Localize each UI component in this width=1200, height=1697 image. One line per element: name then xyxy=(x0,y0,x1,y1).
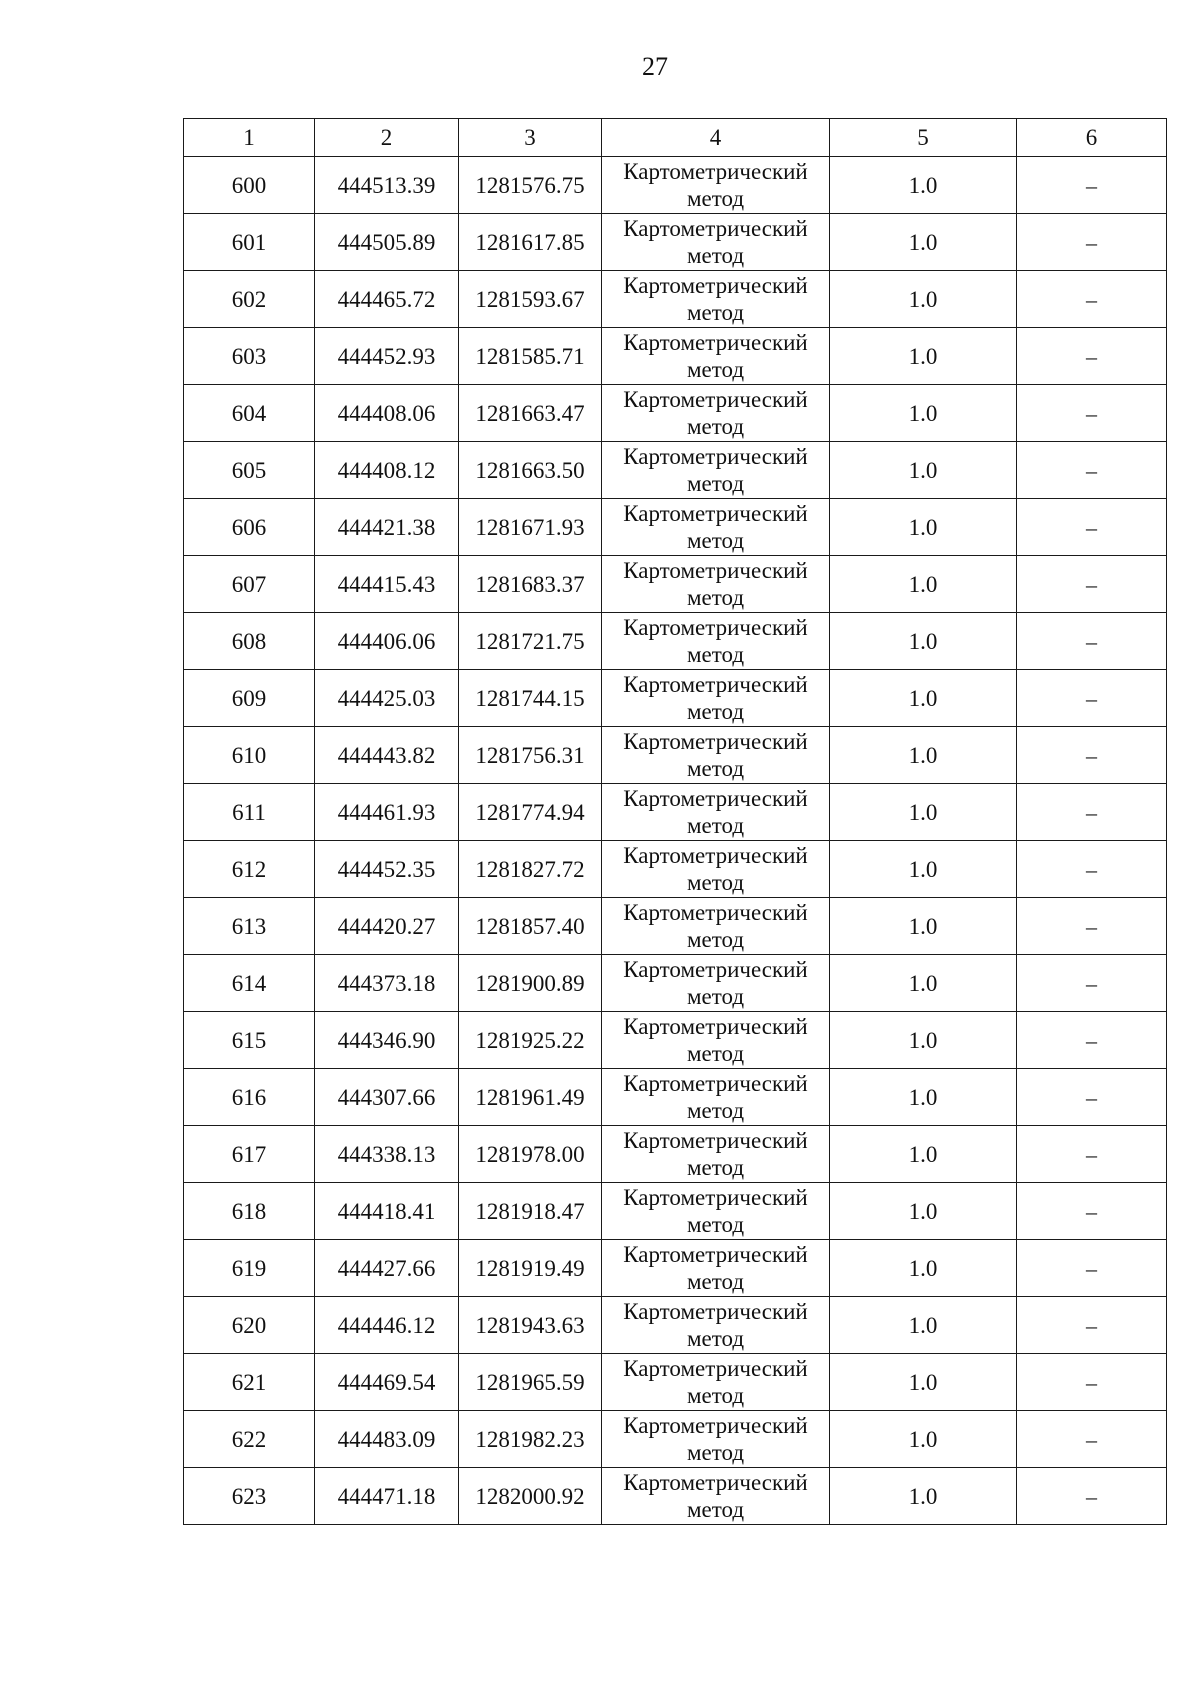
method-line-1: Картометрический xyxy=(623,1413,808,1438)
method-cell xyxy=(602,841,830,898)
point-number-cell: 623 xyxy=(184,1468,315,1525)
method-cell xyxy=(602,328,830,385)
method-line-2: метод xyxy=(686,300,745,325)
y-coordinate-cell: 1281663.50 xyxy=(459,442,602,499)
note-cell: – xyxy=(1017,442,1167,499)
method-line-1: Картометрический xyxy=(623,558,808,583)
note-cell: – xyxy=(1017,1354,1167,1411)
note-cell: – xyxy=(1017,157,1167,214)
x-coordinate-cell: 444469.54 xyxy=(315,1354,459,1411)
accuracy-cell: 1.0 xyxy=(830,385,1017,442)
method-cell xyxy=(602,1183,830,1240)
accuracy-cell: 1.0 xyxy=(830,1069,1017,1126)
table-row xyxy=(184,328,1167,385)
method-line-1: Картометрический xyxy=(623,843,808,868)
accuracy-cell: 1.0 xyxy=(830,157,1017,214)
point-number-cell: 616 xyxy=(184,1069,315,1126)
method-cell xyxy=(602,385,830,442)
x-coordinate-cell: 444418.41 xyxy=(315,1183,459,1240)
x-coordinate-cell: 444471.18 xyxy=(315,1468,459,1525)
table-header-row xyxy=(184,119,1167,157)
accuracy-cell: 1.0 xyxy=(830,271,1017,328)
point-number-cell: 603 xyxy=(184,328,315,385)
point-number-cell: 618 xyxy=(184,1183,315,1240)
table-row xyxy=(184,1126,1167,1183)
point-number-cell: 610 xyxy=(184,727,315,784)
x-coordinate-cell: 444346.90 xyxy=(315,1012,459,1069)
note-cell: – xyxy=(1017,1468,1167,1525)
note-cell: – xyxy=(1017,1411,1167,1468)
column-header: 1 xyxy=(184,119,315,157)
y-coordinate-cell: 1281585.71 xyxy=(459,328,602,385)
method-line-1: Картометрический xyxy=(623,957,808,982)
y-coordinate-cell: 1281982.23 xyxy=(459,1411,602,1468)
point-number-cell: 607 xyxy=(184,556,315,613)
method-line-2: метод xyxy=(686,528,745,553)
accuracy-cell: 1.0 xyxy=(830,442,1017,499)
method-line-1: Картометрический xyxy=(623,501,808,526)
note-cell: – xyxy=(1017,499,1167,556)
method-line-2: метод xyxy=(686,1497,745,1522)
method-cell xyxy=(602,1411,830,1468)
table-row xyxy=(184,841,1167,898)
method-cell xyxy=(602,157,830,214)
method-line-2: метод xyxy=(686,813,745,838)
x-coordinate-cell: 444307.66 xyxy=(315,1069,459,1126)
method-line-1: Картометрический xyxy=(623,444,808,469)
y-coordinate-cell: 1281919.49 xyxy=(459,1240,602,1297)
x-coordinate-cell: 444446.12 xyxy=(315,1297,459,1354)
table-row xyxy=(184,1354,1167,1411)
method-line-2: метод xyxy=(686,870,745,895)
table-row xyxy=(184,556,1167,613)
table-row xyxy=(184,1240,1167,1297)
table-row xyxy=(184,1411,1167,1468)
method-line-1: Картометрический xyxy=(623,1470,808,1495)
table-row xyxy=(184,727,1167,784)
method-cell xyxy=(602,442,830,499)
column-header: 5 xyxy=(830,119,1017,157)
point-number-cell: 609 xyxy=(184,670,315,727)
point-number-cell: 604 xyxy=(184,385,315,442)
y-coordinate-cell: 1281721.75 xyxy=(459,613,602,670)
x-coordinate-cell: 444408.06 xyxy=(315,385,459,442)
method-cell xyxy=(602,727,830,784)
x-coordinate-cell: 444425.03 xyxy=(315,670,459,727)
method-line-1: Картометрический xyxy=(623,1014,808,1039)
method-line-2: метод xyxy=(686,1383,745,1408)
note-cell: – xyxy=(1017,328,1167,385)
method-cell xyxy=(602,898,830,955)
y-coordinate-cell: 1281857.40 xyxy=(459,898,602,955)
point-number-cell: 608 xyxy=(184,613,315,670)
x-coordinate-cell: 444505.89 xyxy=(315,214,459,271)
method-line-2: метод xyxy=(686,1212,745,1237)
x-coordinate-cell: 444513.39 xyxy=(315,157,459,214)
column-header: 6 xyxy=(1017,119,1167,157)
accuracy-cell: 1.0 xyxy=(830,1354,1017,1411)
method-line-2: метод xyxy=(686,699,745,724)
point-number-cell: 612 xyxy=(184,841,315,898)
method-line-1: Картометрический xyxy=(623,387,808,412)
y-coordinate-cell: 1281978.00 xyxy=(459,1126,602,1183)
point-number-cell: 617 xyxy=(184,1126,315,1183)
table-row xyxy=(184,214,1167,271)
note-cell: – xyxy=(1017,385,1167,442)
method-cell xyxy=(602,214,830,271)
note-cell: – xyxy=(1017,1240,1167,1297)
y-coordinate-cell: 1281671.93 xyxy=(459,499,602,556)
y-coordinate-cell: 1281774.94 xyxy=(459,784,602,841)
method-cell xyxy=(602,784,830,841)
accuracy-cell: 1.0 xyxy=(830,670,1017,727)
table-row xyxy=(184,613,1167,670)
method-line-1: Картометрический xyxy=(623,330,808,355)
point-number-cell: 602 xyxy=(184,271,315,328)
method-cell xyxy=(602,1468,830,1525)
y-coordinate-cell: 1281576.75 xyxy=(459,157,602,214)
method-line-2: метод xyxy=(686,927,745,952)
table-row xyxy=(184,385,1167,442)
page-number: 27 xyxy=(642,52,668,81)
y-coordinate-cell: 1281943.63 xyxy=(459,1297,602,1354)
y-coordinate-cell: 1281918.47 xyxy=(459,1183,602,1240)
method-line-1: Картометрический xyxy=(623,786,808,811)
accuracy-cell: 1.0 xyxy=(830,1411,1017,1468)
note-cell: – xyxy=(1017,1012,1167,1069)
note-cell: – xyxy=(1017,955,1167,1012)
x-coordinate-cell: 444452.35 xyxy=(315,841,459,898)
method-line-1: Картометрический xyxy=(623,273,808,298)
note-cell: – xyxy=(1017,784,1167,841)
note-cell: – xyxy=(1017,613,1167,670)
method-cell xyxy=(602,1354,830,1411)
method-line-2: метод xyxy=(686,471,745,496)
accuracy-cell: 1.0 xyxy=(830,1297,1017,1354)
method-line-2: метод xyxy=(686,984,745,1009)
y-coordinate-cell: 1282000.92 xyxy=(459,1468,602,1525)
point-number-cell: 619 xyxy=(184,1240,315,1297)
method-line-1: Картометрический xyxy=(623,1128,808,1153)
accuracy-cell: 1.0 xyxy=(830,898,1017,955)
note-cell: – xyxy=(1017,1183,1167,1240)
table-row xyxy=(184,1183,1167,1240)
accuracy-cell: 1.0 xyxy=(830,1126,1017,1183)
table-row xyxy=(184,1069,1167,1126)
method-line-2: метод xyxy=(686,642,745,667)
method-line-1: Картометрический xyxy=(623,1185,808,1210)
method-cell xyxy=(602,955,830,1012)
table-row xyxy=(184,955,1167,1012)
x-coordinate-cell: 444443.82 xyxy=(315,727,459,784)
y-coordinate-cell: 1281827.72 xyxy=(459,841,602,898)
point-number-cell: 615 xyxy=(184,1012,315,1069)
note-cell: – xyxy=(1017,556,1167,613)
table-row xyxy=(184,271,1167,328)
accuracy-cell: 1.0 xyxy=(830,1012,1017,1069)
y-coordinate-cell: 1281900.89 xyxy=(459,955,602,1012)
x-coordinate-cell: 444373.18 xyxy=(315,955,459,1012)
method-line-2: метод xyxy=(686,186,745,211)
method-cell xyxy=(602,1240,830,1297)
note-cell: – xyxy=(1017,1069,1167,1126)
note-cell: – xyxy=(1017,727,1167,784)
method-line-2: метод xyxy=(686,243,745,268)
x-coordinate-cell: 444338.13 xyxy=(315,1126,459,1183)
method-line-2: метод xyxy=(686,1269,745,1294)
y-coordinate-cell: 1281925.22 xyxy=(459,1012,602,1069)
x-coordinate-cell: 444452.93 xyxy=(315,328,459,385)
method-line-2: метод xyxy=(686,1326,745,1351)
table-row xyxy=(184,499,1167,556)
note-cell: – xyxy=(1017,271,1167,328)
y-coordinate-cell: 1281965.59 xyxy=(459,1354,602,1411)
method-cell xyxy=(602,271,830,328)
accuracy-cell: 1.0 xyxy=(830,328,1017,385)
table-row xyxy=(184,157,1167,214)
method-cell xyxy=(602,556,830,613)
method-line-2: метод xyxy=(686,1440,745,1465)
method-cell xyxy=(602,1126,830,1183)
x-coordinate-cell: 444421.38 xyxy=(315,499,459,556)
table-row xyxy=(184,784,1167,841)
method-line-1: Картометрический xyxy=(623,672,808,697)
method-line-1: Картометрический xyxy=(623,615,808,640)
point-number-cell: 621 xyxy=(184,1354,315,1411)
table-row xyxy=(184,1297,1167,1354)
method-line-2: метод xyxy=(686,756,745,781)
point-number-cell: 622 xyxy=(184,1411,315,1468)
method-cell xyxy=(602,1069,830,1126)
x-coordinate-cell: 444420.27 xyxy=(315,898,459,955)
x-coordinate-cell: 444408.12 xyxy=(315,442,459,499)
accuracy-cell: 1.0 xyxy=(830,955,1017,1012)
point-number-cell: 620 xyxy=(184,1297,315,1354)
y-coordinate-cell: 1281683.37 xyxy=(459,556,602,613)
x-coordinate-cell: 444461.93 xyxy=(315,784,459,841)
note-cell: – xyxy=(1017,1297,1167,1354)
y-coordinate-cell: 1281617.85 xyxy=(459,214,602,271)
accuracy-cell: 1.0 xyxy=(830,1468,1017,1525)
note-cell: – xyxy=(1017,214,1167,271)
point-number-cell: 605 xyxy=(184,442,315,499)
accuracy-cell: 1.0 xyxy=(830,499,1017,556)
method-line-2: метод xyxy=(686,1155,745,1180)
method-line-1: Картометрический xyxy=(623,1356,808,1381)
x-coordinate-cell: 444427.66 xyxy=(315,1240,459,1297)
x-coordinate-cell: 444483.09 xyxy=(315,1411,459,1468)
accuracy-cell: 1.0 xyxy=(830,784,1017,841)
note-cell: – xyxy=(1017,898,1167,955)
accuracy-cell: 1.0 xyxy=(830,727,1017,784)
y-coordinate-cell: 1281961.49 xyxy=(459,1069,602,1126)
column-header: 3 xyxy=(459,119,602,157)
method-line-1: Картометрический xyxy=(623,900,808,925)
note-cell: – xyxy=(1017,841,1167,898)
point-number-cell: 606 xyxy=(184,499,315,556)
method-line-2: метод xyxy=(686,414,745,439)
accuracy-cell: 1.0 xyxy=(830,613,1017,670)
method-line-1: Картометрический xyxy=(623,1071,808,1096)
accuracy-cell: 1.0 xyxy=(830,214,1017,271)
method-cell xyxy=(602,613,830,670)
method-line-1: Картометрический xyxy=(623,1242,808,1267)
method-cell xyxy=(602,1297,830,1354)
point-number-cell: 614 xyxy=(184,955,315,1012)
accuracy-cell: 1.0 xyxy=(830,556,1017,613)
column-header: 2 xyxy=(315,119,459,157)
x-coordinate-cell: 444465.72 xyxy=(315,271,459,328)
table-row xyxy=(184,442,1167,499)
method-cell xyxy=(602,1012,830,1069)
point-number-cell: 613 xyxy=(184,898,315,955)
method-line-2: метод xyxy=(686,1041,745,1066)
x-coordinate-cell: 444406.06 xyxy=(315,613,459,670)
method-line-1: Картометрический xyxy=(623,729,808,754)
x-coordinate-cell: 444415.43 xyxy=(315,556,459,613)
point-number-cell: 601 xyxy=(184,214,315,271)
note-cell: – xyxy=(1017,1126,1167,1183)
y-coordinate-cell: 1281663.47 xyxy=(459,385,602,442)
method-line-2: метод xyxy=(686,585,745,610)
accuracy-cell: 1.0 xyxy=(830,841,1017,898)
table-row xyxy=(184,1012,1167,1069)
point-number-cell: 600 xyxy=(184,157,315,214)
coordinates-table xyxy=(183,118,1167,1525)
method-line-1: Картометрический xyxy=(623,159,808,184)
method-line-2: метод xyxy=(686,1098,745,1123)
table-row xyxy=(184,898,1167,955)
method-line-2: метод xyxy=(686,357,745,382)
y-coordinate-cell: 1281744.15 xyxy=(459,670,602,727)
accuracy-cell: 1.0 xyxy=(830,1240,1017,1297)
y-coordinate-cell: 1281756.31 xyxy=(459,727,602,784)
table-row xyxy=(184,670,1167,727)
method-line-1: Картометрический xyxy=(623,1299,808,1324)
note-cell: – xyxy=(1017,670,1167,727)
table-row xyxy=(184,1468,1167,1525)
method-cell xyxy=(602,670,830,727)
method-cell xyxy=(602,499,830,556)
point-number-cell: 611 xyxy=(184,784,315,841)
method-line-1: Картометрический xyxy=(623,216,808,241)
y-coordinate-cell: 1281593.67 xyxy=(459,271,602,328)
accuracy-cell: 1.0 xyxy=(830,1183,1017,1240)
column-header: 4 xyxy=(602,119,830,157)
